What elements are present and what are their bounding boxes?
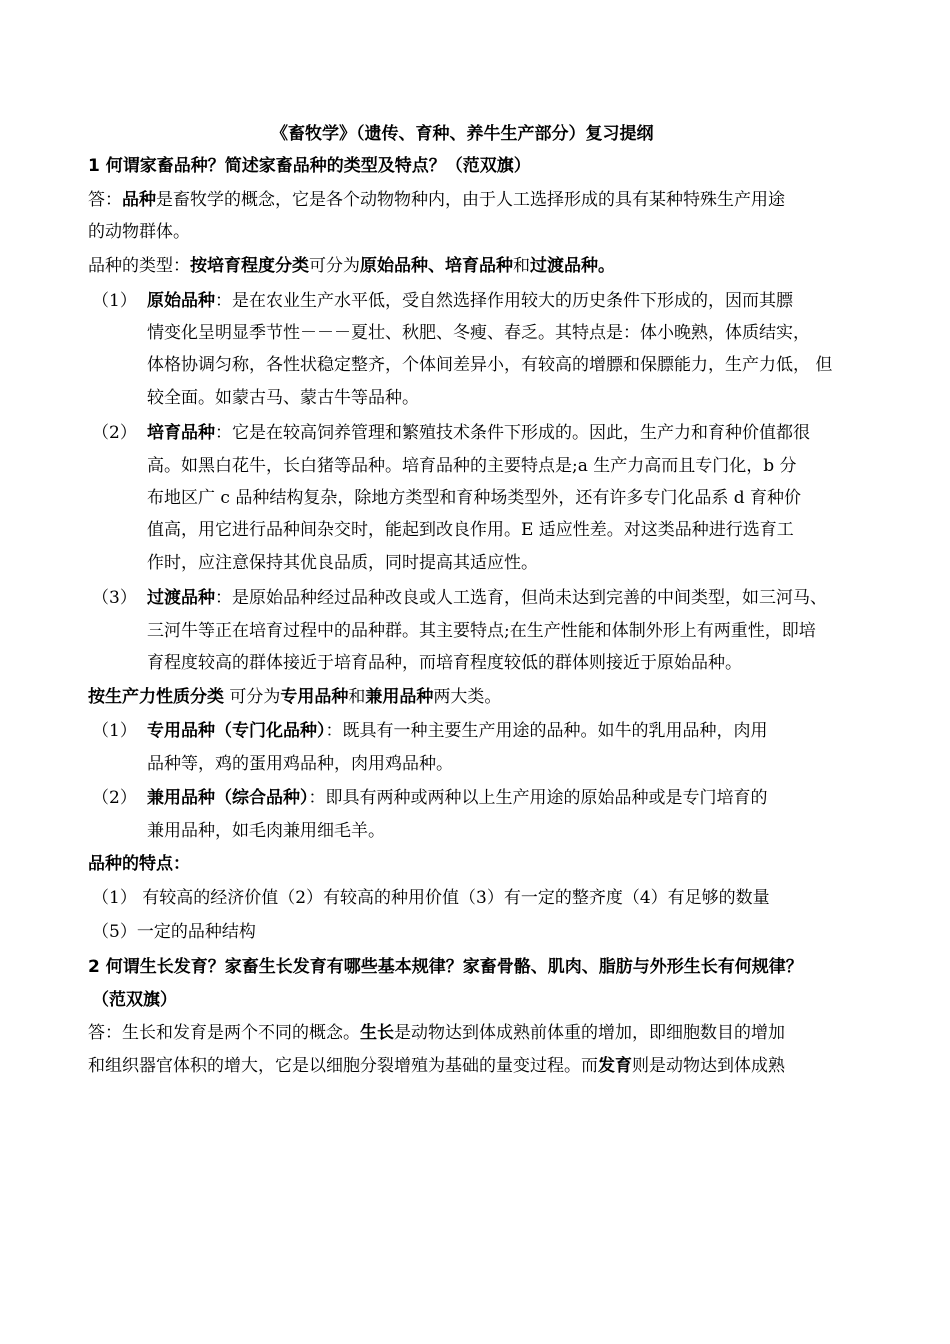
text-span: 是动物达到体成熟前体重的增加，即细胞数目的增加: [394, 1023, 785, 1043]
list-item-text-line: 三河牛等正在培育过程中的品种群。其主要特点;在生产性能和体制外形上有两重性，即培: [147, 621, 816, 641]
q1-answer-line-1: [88, 188, 785, 212]
list-item-primitive-breed: [92, 289, 793, 313]
list-item-improved-breed: [92, 421, 810, 445]
features-heading: 品种的特点：: [88, 854, 190, 874]
question-1-heading: 1 何谓家畜品种？简述家畜品种的类型及特点？（范双旗）: [88, 156, 531, 176]
list-number: （1）: [92, 721, 137, 741]
list-item-text-line: 作时，应注意保持其优良品质，同时提高其适应性。: [147, 553, 538, 573]
bold-span: 按生产力性质分类: [88, 687, 224, 707]
text-span: 两大类。: [433, 687, 502, 707]
text-span: 和: [348, 687, 366, 707]
list-item-text-line: 布地区广 c 品种结构复杂，除地方类型和育种场类型外，还有许多专门化品系 d 育种价: [147, 488, 802, 508]
bold-span: 专用品种: [280, 687, 349, 707]
list-item-text-line: 值高，用它进行品种间杂交时，能起到改良作用。E 适应性差。对这类品种进行选育工: [147, 520, 794, 540]
answer-prefix: 答：: [88, 190, 122, 210]
list-item-text-line: 体格协调匀称，各性状稳定整齐，个体间差异小，有较高的增膘和保膘能力，生产力低， 但: [147, 355, 833, 375]
list-item-dual-purpose-breed: [92, 786, 768, 810]
text-span: ：即具有两种或两种以上生产用途的原始品种或是专门培育的: [308, 788, 768, 808]
list-item-text-line: 育程度较高的群体接近于培育品种，而培育程度较低的群体则接近于原始品种。: [147, 653, 742, 673]
list-item-text-line: 情变化呈明显季节性－－－夏壮、秋肥、冬瘦、春乏。其特点是：体小晚熟，体质结实，: [147, 323, 810, 343]
list-item-text-line: 高。如黑白花牛，长白猪等品种。培育品种的主要特点是;a 生产力高而且专门化，b 分: [147, 456, 797, 476]
list-number: （3）: [92, 588, 137, 608]
text-span: ：既具有一种主要生产用途的品种。如牛的乳用品种，肉用: [325, 721, 768, 741]
list-number: （1）: [92, 291, 137, 311]
list-item-transitional-breed: [92, 586, 827, 610]
text-span: 可分为: [224, 687, 281, 707]
bold-span: 按培育程度分类: [190, 256, 309, 276]
features-line-2: （5）一定的品种结构: [92, 922, 256, 942]
production-type-line: [88, 685, 501, 709]
bold-span: 过渡品种。: [530, 256, 615, 276]
term-development: 发育: [598, 1056, 632, 1076]
q1-answer-line-2: 的动物群体。: [88, 222, 190, 242]
question-2-heading-author: （范双旗）: [92, 990, 177, 1010]
text-span: 品种的类型：: [88, 256, 190, 276]
answer-text: 是畜牧学的概念，它是各个动物物种内，由于人工选择形成的具有某种特殊生产用途: [156, 190, 785, 210]
bold-span: 原始品种、培育品种: [360, 256, 513, 276]
list-item-specialized-breed: [92, 719, 768, 743]
text-span: 答：生长和发育是两个不同的概念。: [88, 1023, 360, 1043]
bold-span: 培育品种: [147, 423, 215, 443]
list-item-text-line: 较全面。如蒙古马、蒙古牛等品种。: [147, 388, 419, 408]
bold-span: 过渡品种: [147, 588, 215, 608]
list-item-text-line: 兼用品种，如毛肉兼用细毛羊。: [147, 821, 385, 841]
term-breed: 品种: [122, 190, 156, 210]
text-span: 可分为: [309, 256, 360, 276]
text-span: 则是动物达到体成熟: [632, 1056, 785, 1076]
term-growth: 生长: [360, 1023, 394, 1043]
list-number: （2）: [92, 423, 137, 443]
text-span: ：是原始品种经过品种改良或人工选育，但尚未达到完善的中间类型，如三河马、: [215, 588, 827, 608]
text-span: ：它是在较高饲养管理和繁殖技术条件下形成的。因此，生产力和育种价值都很: [215, 423, 810, 443]
text-span: 和组织器官体积的增大，它是以细胞分裂增殖为基础的量变过程。而: [88, 1056, 598, 1076]
features-line-1: （1） 有较高的经济价值（2）有较高的种用价值（3）有一定的整齐度（4）有足够的数量: [92, 888, 770, 908]
question-2-heading: 2 何谓生长发育？家畜生长发育有哪些基本规律？家畜骨骼、肌肉、脂肪与外形生长有何规律？: [88, 957, 803, 977]
bold-span: 原始品种: [147, 291, 215, 311]
list-item-text-line: 品种等，鸡的蛋用鸡品种，肉用鸡品种。: [147, 754, 453, 774]
text-span: 和: [513, 256, 530, 276]
q2-answer-line-2: [88, 1054, 785, 1078]
text-span: ：是在农业生产水平低，受自然选择作用较大的历史条件下形成的，因而其膘: [215, 291, 793, 311]
breed-types-line: [88, 254, 615, 278]
bold-span: 兼用品种: [365, 687, 434, 707]
document-title: 《畜牧学》（遗传、育种、养牛生产部分）复习提纲: [271, 124, 654, 144]
bold-span: 兼用品种（综合品种）: [147, 788, 309, 808]
list-number: （2）: [92, 788, 137, 808]
q2-answer-line-1: [88, 1021, 785, 1045]
bold-span: 专用品种（专门化品种）: [147, 721, 326, 741]
